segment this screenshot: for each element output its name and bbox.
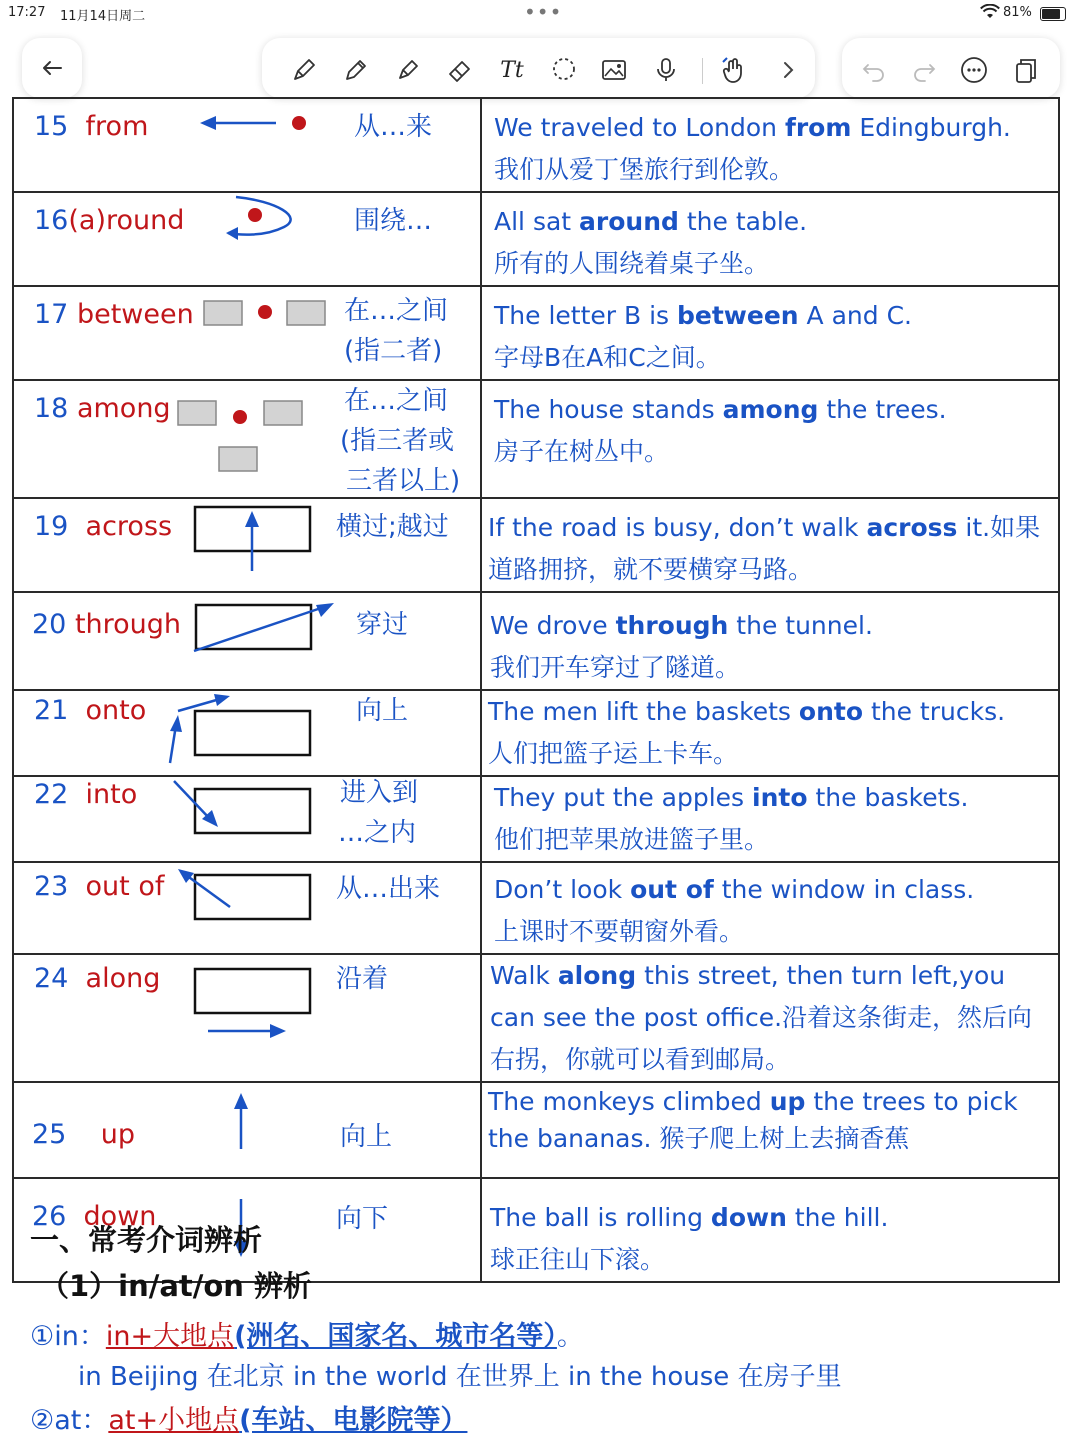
- chinese-meaning-note: (指二者): [344, 336, 443, 366]
- example-sentence: [482, 193, 1058, 285]
- example-keyword: among: [722, 395, 819, 424]
- example-chinese: 字母B在A和C之间。: [494, 343, 721, 372]
- redo-icon[interactable]: [906, 52, 942, 88]
- section-heading: 一、常考介词辨析: [30, 1223, 263, 1257]
- example-chinese: 人们把篮子运上卡车。: [488, 739, 739, 768]
- example-sentence: [482, 1179, 1058, 1281]
- example-sentence: [482, 99, 1058, 191]
- undo-icon[interactable]: [856, 52, 892, 88]
- example-chinese: 上课时不要朝窗外看。: [494, 917, 745, 946]
- example-text: If the road is busy, don’t walk: [488, 513, 867, 542]
- example-text: the window in class.: [713, 875, 975, 904]
- note-detail: (车站、电影院等）: [239, 1405, 468, 1436]
- example-cell: [481, 1082, 1059, 1178]
- example-text: the trees to pick the bananas. 猴子爬上树上去摘香蕉: [488, 1087, 1018, 1153]
- word-cell: [13, 498, 481, 592]
- example-cell: [481, 954, 1059, 1082]
- example-text: We traveled to London: [494, 113, 785, 142]
- row-number: 21: [34, 695, 69, 726]
- word-cell: [13, 954, 481, 1082]
- table-row: [13, 776, 1059, 862]
- example-text: this street, then turn left,you can see the post office.沿着这条街走，然后向右拐，你就可以看到邮局。: [490, 961, 1033, 1074]
- row-number: 18: [34, 393, 69, 424]
- row-number: 22: [34, 779, 69, 810]
- example-sentence: [482, 955, 1058, 1081]
- up-arrow-diagram: [14, 1083, 480, 1179]
- preposition-table: [12, 97, 1060, 1283]
- example-text: They put the apples: [494, 783, 753, 812]
- lasso-icon[interactable]: [546, 52, 582, 88]
- example-keyword: along: [557, 961, 637, 990]
- more-icon[interactable]: [956, 52, 992, 88]
- chinese-meaning: 从…出来: [336, 874, 441, 904]
- example-keyword: across: [866, 513, 958, 542]
- chinese-meaning: 向下: [336, 1204, 389, 1234]
- pen-icon[interactable]: [338, 52, 374, 88]
- table-row: [13, 862, 1059, 954]
- along-diagram: [14, 955, 480, 1079]
- back-pill: [22, 38, 82, 98]
- row-word: along: [85, 963, 161, 994]
- word-cell: [13, 592, 481, 690]
- row-word: across: [85, 511, 173, 542]
- example-sentence: [482, 499, 1058, 591]
- example-sentence: [482, 1083, 1058, 1157]
- table-row: [13, 286, 1059, 380]
- example-text: the trucks.: [863, 697, 1006, 726]
- example-text: the tunnel.: [728, 611, 873, 640]
- example-keyword: around: [579, 207, 679, 236]
- example-cell: [481, 498, 1059, 592]
- table-row: [13, 690, 1059, 776]
- note-detail: (洲名、国家名、城市名等）: [234, 1321, 557, 1352]
- example-text: The ball is rolling: [490, 1203, 711, 1232]
- example-text: The letter B is: [494, 301, 677, 330]
- chinese-meaning: 向上: [340, 1122, 393, 1152]
- toolbar-separator: [702, 58, 703, 84]
- example-keyword: through: [615, 611, 729, 640]
- row-number: 25: [32, 1119, 67, 1150]
- chinese-meaning-note: (指三者或: [340, 426, 455, 456]
- word-cell: [13, 690, 481, 776]
- example-text: Don’t look: [494, 875, 631, 904]
- example-chinese: 房子在树丛中。: [494, 437, 670, 466]
- chinese-meaning: 横过;越过: [336, 512, 449, 542]
- row-word: among: [76, 393, 171, 424]
- row-word: out of: [85, 871, 165, 902]
- text-tool-icon[interactable]: [494, 52, 530, 88]
- example-sentence: [482, 863, 1058, 953]
- battery-percent: 81%: [1003, 5, 1032, 20]
- eraser-icon[interactable]: [442, 52, 478, 88]
- highlighter-icon[interactable]: [390, 52, 426, 88]
- word-cell: [13, 192, 481, 286]
- example-cell: [481, 98, 1059, 192]
- example-text: The house stands: [494, 395, 723, 424]
- table-row: [13, 380, 1059, 498]
- example-keyword: out of: [630, 875, 714, 904]
- table-row: [13, 98, 1059, 192]
- example-cell: [481, 690, 1059, 776]
- chinese-meaning: 穿过: [356, 610, 409, 640]
- example-cell: [481, 192, 1059, 286]
- multitask-dots-icon[interactable]: •••: [524, 0, 563, 24]
- pages-icon[interactable]: [1008, 52, 1044, 88]
- example-chinese: 他们把苹果放进篮子里。: [494, 825, 770, 854]
- note-prefix: ②at：: [30, 1405, 109, 1436]
- row-number: 24: [34, 963, 69, 994]
- table-row: [13, 192, 1059, 286]
- section-subheading: （1）in/at/on 辨析: [40, 1269, 313, 1303]
- row-number: 16: [34, 205, 69, 236]
- status-bar: [0, 0, 1080, 28]
- example-cell: [481, 592, 1059, 690]
- row-number: 19: [34, 511, 69, 542]
- text-tool-label: Tt: [500, 57, 524, 83]
- row-word: from: [85, 111, 149, 142]
- example-text: The monkeys climbed: [488, 1087, 770, 1116]
- back-arrow-icon[interactable]: [34, 50, 70, 86]
- chinese-meaning-note: 三者以上): [346, 466, 461, 496]
- example-text: A and C.: [798, 301, 912, 330]
- example-text: The men lift the baskets: [488, 697, 799, 726]
- example-keyword: into: [752, 783, 808, 812]
- word-cell: [13, 380, 481, 498]
- example-text: the table.: [678, 207, 808, 236]
- word-cell: [13, 776, 481, 862]
- tools-toolbar: [262, 38, 815, 98]
- example-text: it.如果道路拥挤，就不要横穿马路。: [488, 513, 1041, 584]
- example-sentence: [482, 593, 1058, 689]
- note-rule: at+小地点: [108, 1405, 240, 1436]
- note-line-in: [30, 1314, 584, 1353]
- chinese-meaning: 围绕…: [354, 206, 433, 236]
- actions-toolbar: [842, 38, 1060, 98]
- row-word: through: [74, 609, 182, 640]
- example-text: Walk: [490, 961, 558, 990]
- wifi-icon: [980, 4, 1000, 20]
- example-text: All sat: [494, 207, 580, 236]
- example-text: the baskets.: [807, 783, 969, 812]
- note-rule: in+大地点: [105, 1321, 235, 1352]
- word-cell: [13, 98, 481, 192]
- example-keyword: between: [677, 301, 799, 330]
- chinese-meaning: 向上: [356, 696, 409, 726]
- row-number: 15: [34, 111, 69, 142]
- table-row: [13, 498, 1059, 592]
- row-number: 23: [34, 871, 69, 902]
- example-sentence: [482, 777, 1058, 861]
- row-number: 26: [32, 1201, 67, 1232]
- table-row: [13, 592, 1059, 690]
- chinese-meaning-note: …之内: [338, 818, 417, 848]
- pencil-icon[interactable]: [286, 52, 322, 88]
- example-sentence: [482, 287, 1058, 379]
- row-number: 17: [34, 299, 69, 330]
- row-word: down: [83, 1201, 157, 1232]
- row-word: up: [100, 1119, 135, 1150]
- onto-diagram: [14, 691, 480, 773]
- chinese-meaning: 沿着: [336, 964, 389, 994]
- chinese-meaning: 在…之间: [344, 296, 449, 326]
- example-cell: [481, 286, 1059, 380]
- row-number: 20: [32, 609, 67, 640]
- example-cell: [481, 862, 1059, 954]
- example-text: the hill.: [786, 1203, 889, 1232]
- example-chinese: 球正往山下滚。: [490, 1245, 666, 1274]
- chevron-right-icon[interactable]: [770, 52, 806, 88]
- through-diagram: [14, 593, 480, 689]
- example-text: Edingburgh.: [851, 113, 1011, 142]
- word-cell: [13, 286, 481, 380]
- row-word: into: [85, 779, 138, 810]
- example-chinese: 我们从爱丁堡旅行到伦敦。: [494, 155, 795, 184]
- status-time: 17:27: [8, 5, 46, 20]
- hand-touch-icon[interactable]: [716, 52, 752, 88]
- example-cell: [481, 380, 1059, 498]
- chinese-meaning: 进入到: [340, 778, 419, 808]
- example-sentence: [482, 691, 1058, 775]
- battery-icon: [1040, 7, 1066, 21]
- note-line-at: [30, 1398, 467, 1437]
- example-text: the trees.: [818, 395, 947, 424]
- example-keyword: onto: [798, 697, 864, 726]
- example-keyword: down: [710, 1203, 787, 1232]
- row-word: between: [76, 299, 194, 330]
- note-end: 。: [556, 1321, 584, 1352]
- table-row: [13, 954, 1059, 1082]
- example-sentence: [482, 381, 1058, 473]
- status-date: 11月14日周二: [60, 9, 146, 24]
- chinese-meaning: 从…来: [354, 112, 433, 142]
- example-keyword: up: [769, 1087, 806, 1116]
- table-row: [13, 1082, 1059, 1178]
- word-cell: [13, 1082, 481, 1178]
- image-icon[interactable]: [596, 52, 632, 88]
- example-chinese: 我们开车穿过了隧道。: [490, 653, 741, 682]
- chinese-meaning: 在…之间: [344, 386, 449, 416]
- microphone-icon[interactable]: [648, 52, 684, 88]
- row-word: onto: [85, 695, 147, 726]
- example-chinese: 所有的人围绕着桌子坐。: [494, 249, 770, 278]
- example-keyword: from: [784, 113, 852, 142]
- word-cell: [13, 862, 481, 954]
- example-cell: [481, 776, 1059, 862]
- note-prefix: ①in：: [30, 1321, 106, 1352]
- example-cell: [481, 1178, 1059, 1282]
- example-text: We drove: [490, 611, 616, 640]
- row-word: (a)round: [68, 205, 185, 236]
- note-examples: in Beijing 在北京 in the world 在世界上 in the house 在房子里: [78, 1362, 842, 1392]
